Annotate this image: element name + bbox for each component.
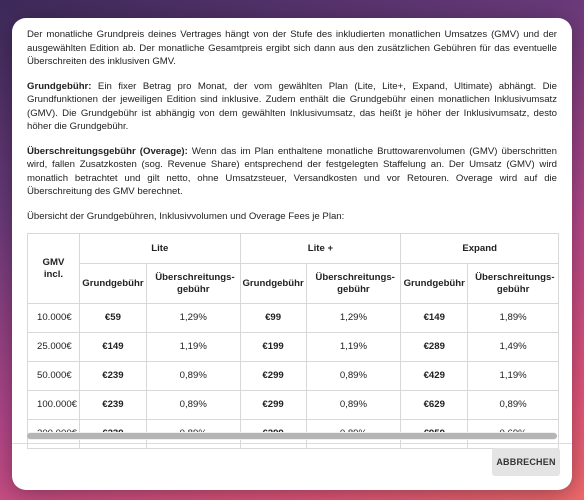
plan-header-expand: Expand [401,234,559,264]
overage-cell: 0,89% [146,362,240,391]
overage-paragraph [27,145,557,199]
table-row [28,362,559,391]
overage-cell: 1,89% [468,304,559,333]
base-fee-label: Grundgebühr: [27,80,92,92]
base-fee-cell: €299 [240,391,306,420]
overage-cell: 1,19% [146,333,240,362]
overage-cell: 1,19% [468,362,559,391]
cancel-button[interactable]: ABBRECHEN [492,448,560,476]
overage-cell: 0,89% [468,391,559,420]
base-fee-cell: €629 [401,391,468,420]
base-fee-cell: €59 [79,304,146,333]
pricing-dialog [12,18,572,490]
overage-cell: 1,19% [306,333,401,362]
base-fee-cell: €299 [240,362,306,391]
gmv-cell: 25.000€ [28,333,80,362]
overage-label: Überschreitungsgebühr (Overage): [27,145,188,157]
table-row [28,391,559,420]
base-fee-text: Ein fixer Betrag pro Monat, der vom gewählten Plan (Lite, Lite+, Expand, Ultimate) abhängt. Die Grundfunktionen der jeweiligen Edition sind inklusive. Zudem enthält die Grundgebühr einen monatlichen Inklusivumsatz (GMV). Die Grundgebühr ist abhängig von dem gewählten Inklusivumsatz, das heißt je höher der Inklusivumsatz, desto höher die Grundgebühr. [27,80,557,132]
base-fee-cell: €149 [401,304,468,333]
table-row [28,304,559,333]
sub-header-base-fee: Grundgebühr [401,264,468,304]
gmv-cell: 50.000€ [28,362,80,391]
sub-header-base-fee: Grundgebühr [79,264,146,304]
horizontal-scrollbar[interactable] [27,432,557,440]
overage-cell: 1,29% [306,304,401,333]
sub-header-overage: Überschreitungs-gebühr [306,264,401,304]
overage-text: Wenn das im Plan enthaltene monatliche Bruttowarenvolumen (GMV) überschritten wird, fallen Zusatzkosten (sog. Revenue Share) entsprechend der festgelegten Staffelung an. Der Umsatz (GMV) wird monatlich betrachtet und gilt netto, ohne Umsatzsteuer, Versandkosten und vor Retouren. Overage wird auf die Überschreitung des GMV berechnet. [27,145,557,197]
scrollbar-thumb[interactable] [27,433,557,439]
base-fee-cell: €149 [79,333,146,362]
sub-header-overage: Überschreitungs-gebühr [468,264,559,304]
sub-header-base-fee: Grundgebühr [240,264,306,304]
intro-paragraph: Der monatliche Grundpreis deines Vertrages hängt von der Stufe des inkludierten monatlichen Umsatzes (GMV) und der ausgewählten Edition ab. Der monatliche Gesamtpreis ergibt sich dann aus den zusätzlichen Gebühren für das eventuelle Überschreiten des inklusiven GMV. [27,29,557,67]
plan-header-lite-plus: Lite + [240,234,401,264]
base-fee-cell: €99 [240,304,306,333]
base-fee-cell: €239 [79,362,146,391]
base-fee-cell: €239 [79,391,146,420]
gmv-cell: 10.000€ [28,304,80,333]
gmv-cell: 100.000€ [28,391,80,420]
base-fee-cell: €289 [401,333,468,362]
overage-cell: 0,89% [146,391,240,420]
dialog-content [27,28,557,449]
overage-cell: 1,29% [146,304,240,333]
overage-cell: 0,89% [306,391,401,420]
plan-header-lite: Lite [79,234,240,264]
gmv-header: GMV incl. [28,234,80,304]
pricing-table [27,233,559,449]
table-row [28,333,559,362]
overview-caption: Übersicht der Grundgebühren, Inklusivvolumen und Overage Fees je Plan: [27,210,345,222]
sub-header-overage: Überschreitungs-gebühr [146,264,240,304]
overage-cell: 0,89% [306,362,401,391]
overage-cell: 1,49% [468,333,559,362]
base-fee-cell: €199 [240,333,306,362]
base-fee-cell: €429 [401,362,468,391]
footer-divider [12,443,572,444]
base-fee-paragraph [27,80,557,134]
